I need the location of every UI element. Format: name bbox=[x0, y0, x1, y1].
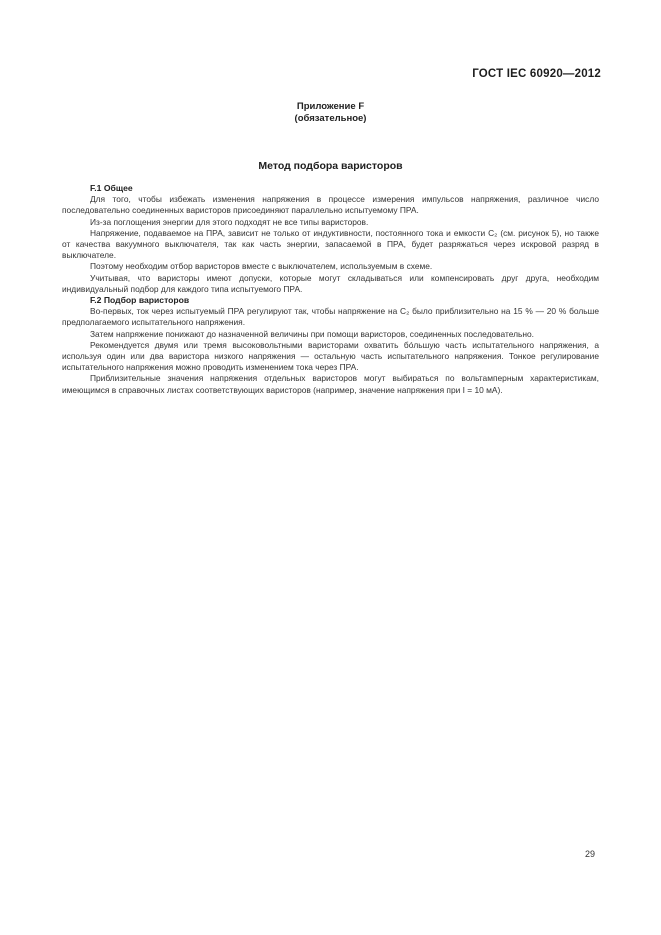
standard-header: ГОСТ IEC 60920—2012 bbox=[472, 68, 601, 80]
paragraph: Поэтому необходим отбор варисторов вместе с выключателем, используемым в схеме. bbox=[90, 261, 433, 272]
paragraph: Во-первых, ток через испытуемый ПРА регулируют так, чтобы напряжение на C₂ было приблизительно на 15 % — 20 % больше предполагаемого испытательного напряжения. bbox=[62, 306, 599, 328]
section-title: Метод подбора варисторов bbox=[258, 160, 403, 172]
paragraph: Затем напряжение понижают до назначенной величины при помощи варисторов, соединенных последовательно. bbox=[90, 328, 534, 339]
annex-title: Приложение F bbox=[296, 101, 365, 112]
paragraph: Из-за поглощения энергии для этого подходят не все типы варисторов. bbox=[90, 216, 369, 227]
annex-status: (обязательное) bbox=[294, 113, 367, 124]
annex-heading bbox=[0, 101, 661, 125]
paragraph: Напряжение, подаваемое на ПРА, зависит не только от индуктивности, постоянного тока и емкости C₂ (см. рисунок 5), но также от качества вакуумного выключателя, так как часть энергии, запасаемой в ПРА, будет разряжаться через искровой разряд в выключателе. bbox=[62, 227, 599, 261]
paragraph: Рекомендуется двумя или тремя высоковольтными варисторами охватить бóльшую часть испытательного напряжения, а используя один или два варистора низкого напряжения — остальную часть испытательного напряжения. Тонкое регулирование испытательного напряжения можно проводить изменением тока через ПРА. bbox=[62, 339, 599, 373]
paragraph: Приблизительные значения напряжения отдельных варисторов могут выбираться по вольтамперным характеристикам, имеющимся в справочных листах соответствующих варисторов (например, значение напряжения при I = 10 мА). bbox=[62, 373, 599, 395]
paragraph: Учитывая, что варисторы имеют допуски, которые могут складываться или компенсировать друг друга, необходим индивидуальный подбор для каждого типа испытуемого ПРА. bbox=[62, 272, 599, 294]
document-body bbox=[62, 183, 599, 396]
section-heading-f1: F.1 Общее bbox=[90, 183, 133, 193]
paragraph: Для того, чтобы избежать изменения напряжения в процессе измерения импульсов напряжения, различное число последовательно соединенных варисторов присоединяют параллельно испытуемому ПРА. bbox=[62, 194, 599, 216]
section-heading-f2: F.2 Подбор варисторов bbox=[90, 295, 190, 306]
page-number: 29 bbox=[585, 849, 596, 859]
